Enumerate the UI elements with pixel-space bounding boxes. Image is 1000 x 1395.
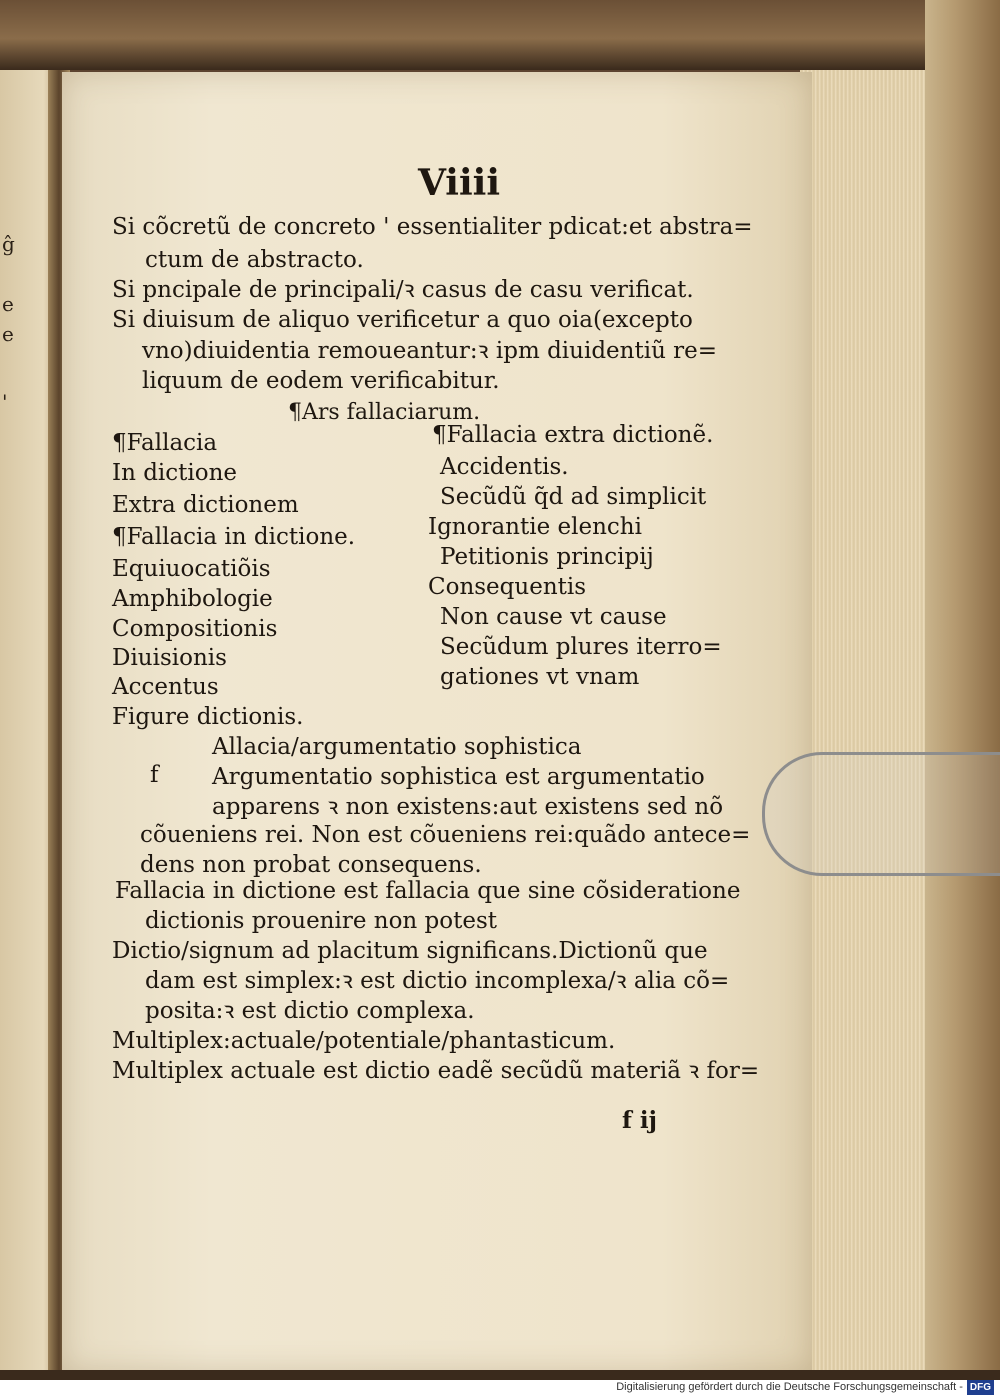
body-line: Dictio/signum ad placitum significans.Dictionũ que — [112, 938, 708, 964]
left-column-item: Amphibologie — [112, 586, 273, 612]
left-column-item: In dictione — [112, 460, 238, 486]
signature-mark: Viiii — [418, 162, 501, 204]
dfg-logo: DFG — [967, 1380, 994, 1395]
left-column-item: Figure dictionis. — [112, 704, 304, 730]
right-column-item: Non cause vt cause — [440, 604, 667, 630]
text-line: liquum de eodem verificabitur. — [142, 368, 500, 394]
initial-letter: f — [150, 762, 159, 788]
left-column-item: Extra dictionem — [112, 492, 299, 518]
left-column-item: Diuisionis — [112, 645, 227, 671]
right-column-item: ¶Fallacia extra dictionẽ. — [432, 422, 714, 448]
page-fore-edge — [800, 70, 930, 1370]
right-column-item: Accidentis. — [440, 454, 569, 480]
page-clip — [762, 752, 1000, 876]
body-line: Multiplex actuale est dictio eadẽ secũdũ materiã ꝛ for= — [112, 1058, 760, 1084]
right-column-item: Ignorantie elenchi — [428, 514, 642, 540]
text-line: Si diuisum de aliquo verificetur a quo oia(excepto — [112, 307, 693, 333]
body-line: Argumentatio sophistica est argumentatio — [212, 764, 705, 790]
text-line: Si cõcretũ de concreto ' essentialiter pdicat:et abstra= — [112, 214, 753, 240]
left-margin-fragment: e — [2, 322, 14, 346]
text-line: ctum de abstracto. — [145, 247, 364, 273]
digitization-credit — [616, 1380, 994, 1395]
body-line: Fallacia in dictione est fallacia que sine cõsideratione — [115, 878, 741, 904]
right-column-item: gationes vt vnam — [440, 664, 640, 690]
body-line: Allacia/argumentatio sophistica — [212, 734, 582, 760]
text-line: vno)diuidentia remoueantur:ꝛ ipm diuidentiũ re= — [142, 338, 718, 364]
body-line: dens non probat consequens. — [140, 852, 482, 878]
right-column-item: Secũdum plures iterro= — [440, 634, 722, 660]
left-margin-fragment: ĝ — [2, 232, 15, 256]
right-column-item: Secũdũ q̃d ad simplicit — [440, 484, 707, 510]
body-line: apparens ꝛ non existens:aut existens sed nõ — [212, 794, 724, 820]
left-column-item: Accentus — [112, 674, 219, 700]
book-cover-top — [0, 0, 1000, 70]
section-heading: ¶Ars fallaciarum. — [288, 400, 481, 425]
body-line: Multiplex:actuale/potentiale/phantasticum. — [112, 1028, 616, 1054]
left-margin-fragment: ' — [2, 390, 8, 414]
text-line: Si pncipale de principali/ꝛ casus de casu verificat. — [112, 277, 694, 303]
body-line: cõueniens rei. Non est cõueniens rei:quãdo antece= — [140, 822, 751, 848]
book-cover-right — [925, 0, 1000, 1380]
body-line: posita:ꝛ est dictio complexa. — [145, 998, 475, 1024]
left-column-item: Equiuocatiõis — [112, 556, 271, 582]
body-line: dictionis prouenire non potest — [145, 908, 498, 934]
left-margin-fragment: e — [2, 292, 14, 316]
signature-mark-bottom: f ij — [622, 1107, 657, 1134]
left-column-item: ¶Fallacia in dictione. — [112, 524, 356, 550]
credit-text: Digitalisierung gefördert durch die Deutsche Forschungsgemeinschaft - — [616, 1381, 963, 1393]
scan-bottom-edge — [0, 1370, 1000, 1380]
left-column-item: ¶Fallacia — [112, 430, 218, 456]
body-line: dam est simplex:ꝛ est dictio incomplexa/ꝛ alia cõ= — [145, 968, 730, 994]
left-column-item: Compositionis — [112, 616, 278, 642]
right-column-item: Petitionis principij — [440, 544, 654, 570]
right-column-item: Consequentis — [428, 574, 587, 600]
